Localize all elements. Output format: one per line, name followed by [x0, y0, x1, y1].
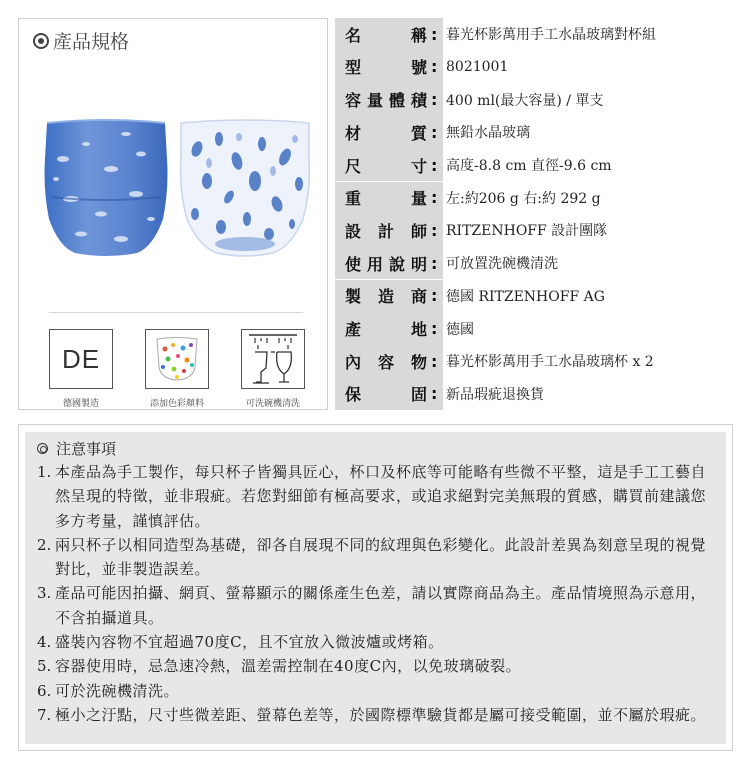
color-pigment-badge [145, 329, 209, 389]
spec-label-cell [335, 378, 443, 411]
spec-value: 8021001 [446, 58, 509, 75]
spec-colon: : [431, 220, 438, 240]
notice-number: 1. [37, 463, 52, 481]
spec-row [335, 345, 735, 378]
notice-number: 3. [37, 584, 52, 603]
notice-text: 兩只杯子以相同造型為基礎，卻各自展現不同的紋理與色彩變化。此設計差異為刻意呈現的視覺對比，並非製造誤差。 [55, 535, 707, 579]
spec-label: 材質 [345, 123, 427, 143]
spec-row [335, 247, 735, 280]
spec-label: 設計師 [345, 221, 427, 241]
spec-colon: : [431, 24, 438, 44]
spec-label-cell [335, 182, 443, 215]
notice-item [37, 533, 716, 582]
notice-number: 5. [37, 657, 52, 676]
product-panel [18, 18, 328, 410]
spec-table [335, 18, 735, 416]
spec-label: 內容物 [345, 352, 427, 372]
spec-value: RITZENHOFF 設計團隊 [446, 223, 608, 240]
spec-label-cell [335, 312, 443, 345]
dishwasher-glass-icon [245, 332, 301, 386]
spec-colon: : [431, 319, 438, 339]
made-in-germany-badge [49, 329, 113, 389]
spec-row [335, 83, 735, 116]
spec-colon: : [431, 384, 438, 404]
notice-text: 容器使用時，忌急速冷熱，溫差需控制在40度C內，以免玻璃破裂。 [55, 657, 522, 676]
notice-text: 本產品為手工製作，每只杯子皆獨具匠心，杯口及杯底等可能略有些微不平整，這是手工工藝自然呈現的特徵，並非瑕疵。若您對細節有極高要求，或追求絕對完美無瑕的質感，購買前建議您多方考量，謹慎評估。 [55, 463, 707, 530]
spec-colon: : [431, 155, 438, 175]
ring-bullet-icon [37, 443, 48, 454]
notice-list [37, 460, 716, 727]
spec-label: 尺寸 [345, 156, 427, 176]
notice-inner [25, 432, 726, 744]
badge-caption-made-in-germany: 德國製造 [62, 399, 99, 409]
spec-label: 容量體積 [345, 91, 427, 111]
product-title-text: 產品規格 [53, 31, 130, 53]
spec-label: 產地 [345, 320, 427, 340]
notice-item [37, 679, 716, 703]
de-mark: DE [61, 343, 101, 374]
badge-caption-color: 添加色彩顏料 [149, 399, 204, 409]
notice-number: 2. [37, 535, 52, 554]
target-bullet-icon [33, 33, 49, 49]
spec-row [335, 214, 735, 247]
spec-label: 型號 [345, 58, 427, 78]
color-dots-icon [149, 333, 205, 385]
spec-label-cell [335, 83, 443, 116]
spec-value: 德國 RITZENHOFF AG [446, 288, 605, 305]
spec-value: 可放置洗碗機清洗 [446, 256, 558, 273]
spec-colon: : [431, 286, 438, 306]
notice-text: 盛裝內容物不宜超過70度C，且不宜放入微波爐或烤箱。 [55, 633, 444, 652]
notice-text: 極小之汙點，尺寸些微差距、螢幕色差等，於國際標準驗貨都是屬可接受範圍，並不屬於瑕疵。 [55, 705, 707, 724]
spec-value: 暮光杯影萬用手工水晶玻璃杯 x 2 [446, 354, 654, 371]
spec-label-cell [335, 51, 443, 84]
notice-item [37, 630, 716, 654]
notice-number: 7. [37, 705, 52, 724]
spec-label-cell [335, 214, 443, 247]
notice-text: 產品可能因拍攝、網頁、螢幕顯示的關係產生色差，請以實際商品為主。產品情境照為示意用，不含拍攝道具。 [55, 584, 707, 627]
spec-value: 無鉛水晶玻璃 [446, 125, 530, 142]
notice-item [37, 703, 716, 727]
notice-item [37, 654, 716, 678]
notice-number: 4. [37, 633, 52, 652]
spec-colon: : [431, 57, 438, 77]
spec-row [335, 312, 735, 345]
notice-title-text: 注意事項 [56, 439, 117, 458]
notice-item [37, 460, 716, 533]
panel-divider [49, 312, 303, 313]
spec-label: 名稱 [345, 25, 427, 45]
spec-row [335, 18, 735, 51]
notice-number: 6. [37, 681, 52, 700]
spec-colon: : [431, 122, 438, 142]
spec-label-cell [335, 345, 443, 378]
spec-row [335, 378, 735, 411]
notice-title [37, 436, 716, 460]
spec-row [335, 51, 735, 84]
spec-label-cell [335, 18, 443, 51]
product-title [33, 27, 129, 54]
spec-value: 左:約206 g 右:約 292 g [446, 190, 601, 207]
spec-label: 保固 [345, 385, 427, 405]
spec-label: 重量 [345, 189, 427, 209]
spec-value: 400 ml(最大容量) / 單支 [446, 92, 604, 109]
spec-value: 新品瑕疵退換貨 [446, 386, 544, 403]
notice-text: 可於洗碗機清洗。 [55, 681, 180, 700]
notice-item [37, 581, 716, 630]
spec-colon: : [431, 253, 438, 273]
spec-row [335, 182, 735, 215]
glass-image-left [41, 119, 171, 259]
spec-label: 製造商 [345, 287, 427, 307]
spec-colon: : [431, 351, 438, 371]
notice-box [18, 424, 733, 751]
badge-caption-dishwasher: 可洗碗機清洗 [245, 399, 300, 409]
spec-value: 高度-8.8 cm 直徑-9.6 cm [446, 158, 612, 175]
spec-row [335, 116, 735, 149]
spec-colon: : [431, 90, 438, 110]
spec-label-cell [335, 116, 443, 149]
spec-label-cell [335, 247, 443, 280]
spec-colon: : [431, 188, 438, 208]
spec-row [335, 280, 735, 313]
spec-label-cell [335, 149, 443, 182]
glass-image-right [177, 119, 313, 259]
spec-value: 暮光杯影萬用手工水晶玻璃對杯組 [446, 27, 656, 44]
dishwasher-safe-badge [241, 329, 305, 389]
spec-row [335, 149, 735, 182]
spec-label: 使用說明 [345, 254, 427, 274]
spec-label-cell [335, 280, 443, 313]
spec-value: 德國 [446, 321, 474, 338]
